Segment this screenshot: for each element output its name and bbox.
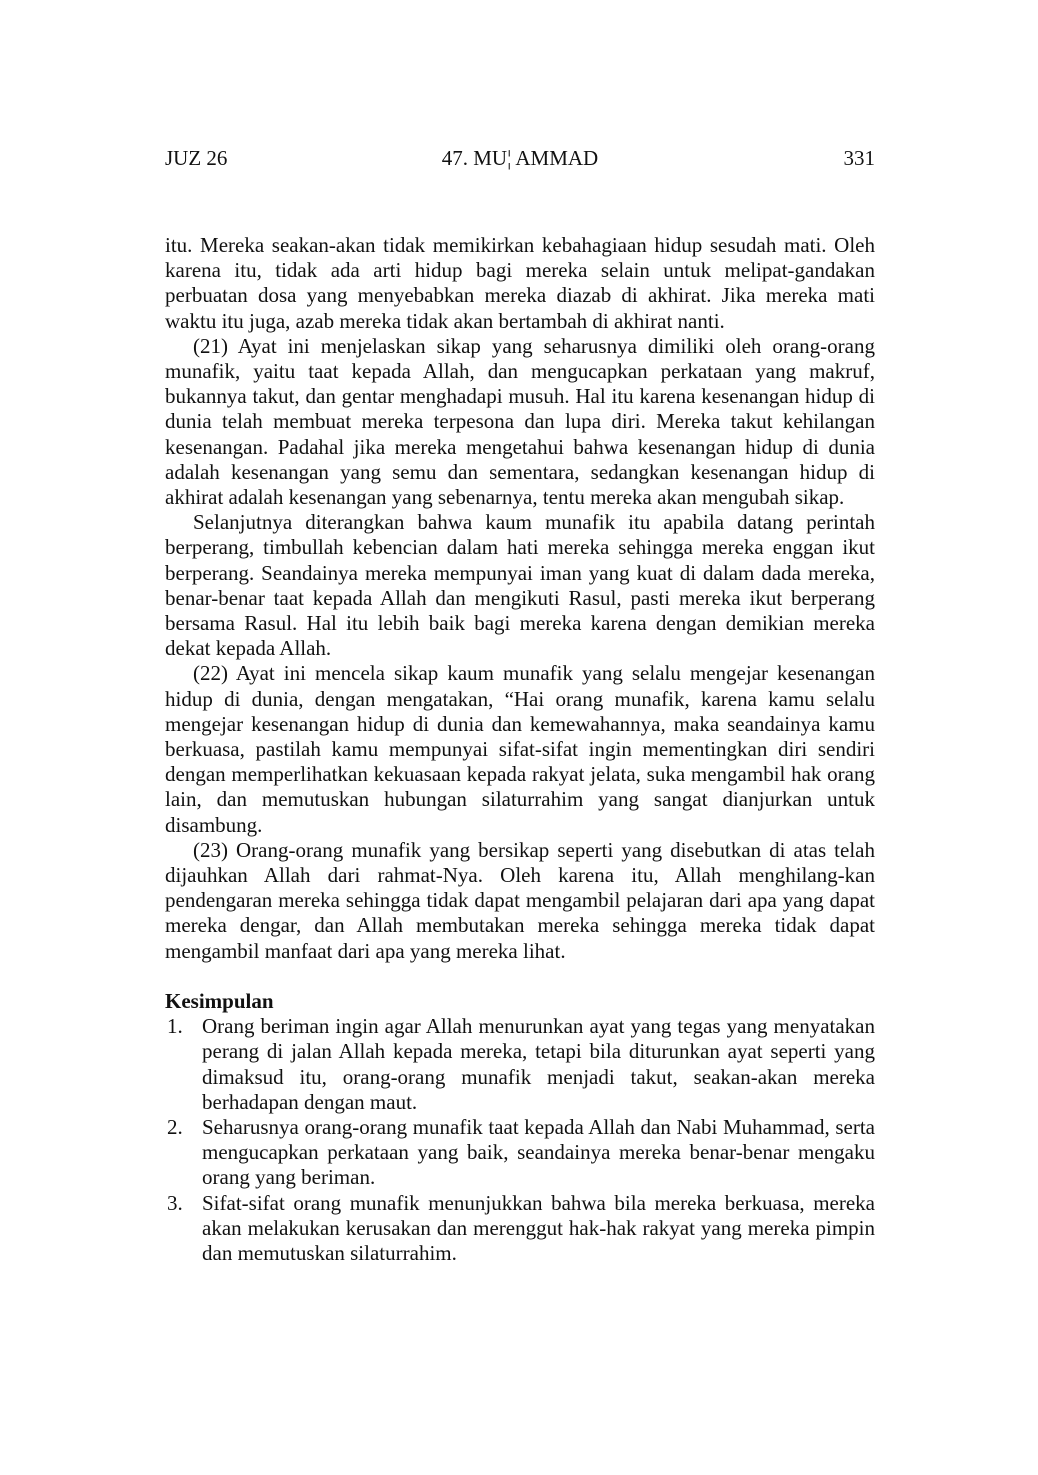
conclusion-item (165, 1191, 875, 1267)
running-header (165, 146, 875, 174)
body-text (165, 233, 875, 1266)
chapter-title: 47. MU¦ AMMAD (441, 146, 599, 170)
item-text: Seharusnya orang-orang munafik taat kepada Allah dan Nabi Muhammad, serta mengucapkan perkataan yang baik, seandainya mereka benar-benar mengaku orang yang beriman. (202, 1114, 875, 1190)
item-number: 3. (167, 1190, 183, 1215)
paragraph-verse-22: (22) Ayat ini mencela sikap kaum munafik yang selalu mengejar kesenangan hidup di dunia, dengan mengatakan, “Hai orang munafik, karena kamu selalu mengejar kesenangan hidup di dunia dan kemewahannya, maka seandainya kamu berkuasa, pastilah kamu mempunyai sifat-sifat ingin mementingkan diri sendiri dengan memperlihatkan kekuasaan kepada rakyat jelata, suka mengambil hak orang lain, dan memutuskan hubungan silaturrahim yang sangat dianjurkan untuk disambung. (165, 661, 875, 837)
conclusion-item (165, 1115, 875, 1191)
conclusion-heading: Kesimpulan (165, 988, 274, 1013)
juz-label: JUZ 26 (165, 146, 228, 170)
item-number: 1. (167, 1014, 183, 1039)
item-number: 2. (167, 1114, 183, 1139)
paragraph-verse-21: (21) Ayat ini menjelaskan sikap yang seharusnya dimiliki oleh orang-orang munafik, yaitu taat kepada Allah, dan mengucapkan perkataan yang makruf, bukannya takut, dan gentar menghadapi musuh. Hal itu karena kesenangan hidup di dunia telah membuat mereka terpesona dan lupa diri. Mereka takut kehilangan kesenangan. Padahal jika mereka mengetahui bahwa kesenangan hidup di dunia adalah kesenangan yang semu dan sementara, sedangkan kesenangan hidup di akhirat adalah kesenangan yang sebenarnya, tentu mereka akan mengubah sikap. (165, 333, 875, 510)
page-number: 331 (843, 146, 875, 170)
item-text: Orang beriman ingin agar Allah menurunkan ayat yang tegas yang menyatakan perang di jalan Allah kepada mereka, tetapi bila diturunkan ayat seperti yang dimaksud itu, orang-orang munafik menjadi takut, seakan-akan mereka berhadapan dengan maut. (202, 1014, 875, 1114)
paragraph-verse-21-continued: Selanjutnya diterangkan bahwa kaum munafik itu apabila datang perintah berperang, timbullah kebencian dalam hati mereka sehingga mereka enggan ikut berperang. Seandainya mereka mempunyai iman yang kuat di dalam dada mereka, benar-benar taat kepada Allah dan mengikuti Rasul, pasti mereka ikut berperang bersama Rasul. Hal itu lebih baik bagi mereka karena dengan demikian mereka dekat kepada Allah. (165, 510, 875, 661)
conclusion-item (165, 1014, 875, 1115)
conclusion-list (165, 1014, 875, 1266)
paragraph-continuation: itu. Mereka seakan-akan tidak memikirkan kebahagiaan hidup sesudah mati. Oleh karena itu, tidak ada arti hidup bagi mereka selain untuk melipat-gandakan perbuatan dosa yang menyebabkan mereka diazab di akhirat. Jika mereka mati waktu itu juga, azab mereka tidak akan bertambah di akhirat nanti. (165, 233, 875, 333)
paragraph-verse-23: (23) Orang-orang munafik yang bersikap seperti yang disebutkan di atas telah dijauhkan Allah dari rahmat-Nya. Oleh karena itu, Allah menghilang-kan pendengaran mereka sehingga tidak dapat mengambil pelajaran dari apa yang dapat mereka dengar, dan Allah membutakan mereka sehingga mereka tidak dapat mengambil manfaat dari apa yang mereka lihat. (165, 837, 875, 963)
item-text: Sifat-sifat orang munafik menunjukkan bahwa bila mereka berkuasa, mereka akan melakukan kerusakan dan merenggut hak-hak rakyat yang mereka pimpin dan memutuskan silaturrahim. (202, 1190, 875, 1265)
